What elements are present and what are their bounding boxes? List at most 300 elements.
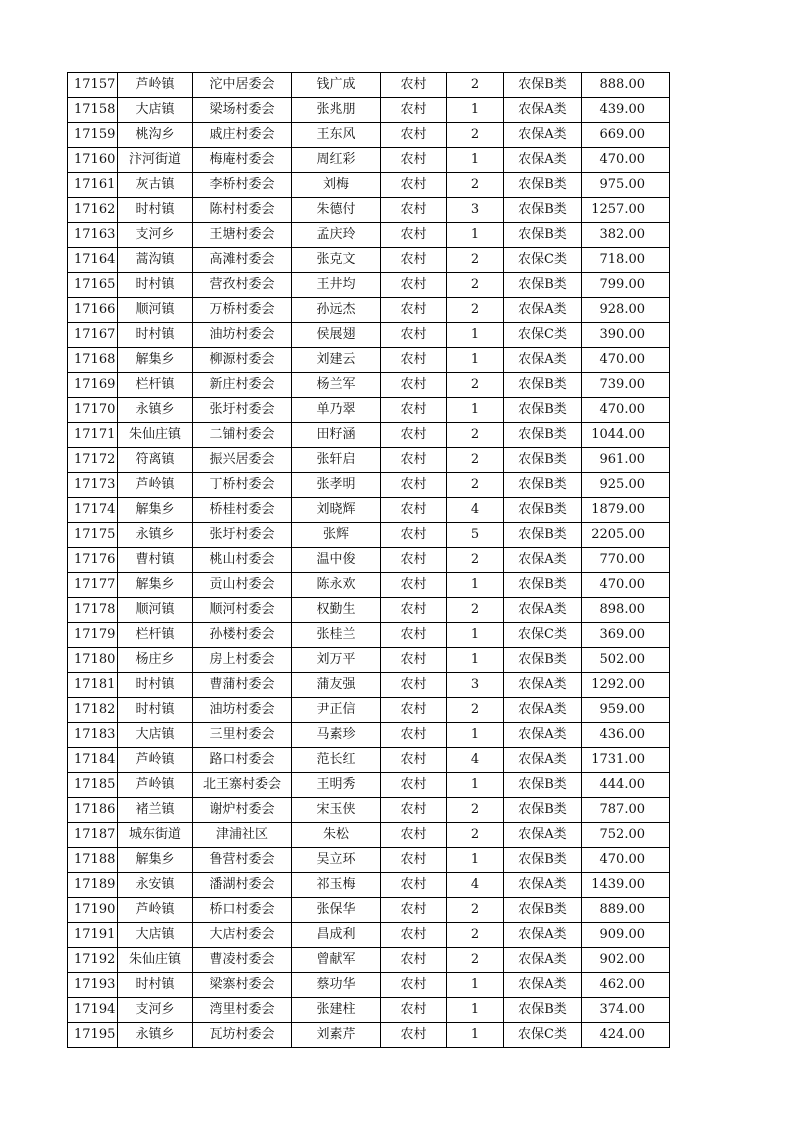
cell-name: 刘晓辉	[292, 498, 381, 523]
cell-household-type: 农村	[381, 898, 447, 923]
table-row	[68, 348, 670, 373]
cell-amount: 975.00	[582, 173, 670, 198]
cell-row-id: 17176	[68, 548, 118, 573]
cell-row-id: 17166	[68, 298, 118, 323]
cell-amount: 424.00	[582, 1023, 670, 1048]
cell-household-size: 2	[447, 298, 504, 323]
cell-household-type: 农村	[381, 548, 447, 573]
cell-village-committee: 王塘村委会	[193, 223, 292, 248]
cell-village-committee: 谢炉村委会	[193, 798, 292, 823]
table-row	[68, 723, 670, 748]
cell-household-type: 农村	[381, 748, 447, 773]
cell-insurance-category: 农保B类	[504, 998, 582, 1023]
cell-amount: 439.00	[582, 98, 670, 123]
cell-household-size: 4	[447, 873, 504, 898]
cell-row-id: 17170	[68, 398, 118, 423]
cell-amount: 752.00	[582, 823, 670, 848]
cell-row-id: 17159	[68, 123, 118, 148]
cell-township: 时村镇	[118, 198, 193, 223]
table-row	[68, 373, 670, 398]
cell-village-committee: 路口村委会	[193, 748, 292, 773]
cell-village-committee: 桥桂村委会	[193, 498, 292, 523]
cell-name: 权勤生	[292, 598, 381, 623]
cell-household-size: 1	[447, 148, 504, 173]
cell-household-type: 农村	[381, 598, 447, 623]
cell-township: 蒿沟镇	[118, 248, 193, 273]
cell-amount: 390.00	[582, 323, 670, 348]
table-row	[68, 973, 670, 998]
cell-household-size: 2	[447, 73, 504, 98]
cell-name: 朱德付	[292, 198, 381, 223]
cell-amount: 928.00	[582, 298, 670, 323]
cell-village-committee: 桥口村委会	[193, 898, 292, 923]
cell-amount: 888.00	[582, 73, 670, 98]
cell-village-committee: 贡山村委会	[193, 573, 292, 598]
cell-insurance-category: 农保B类	[504, 448, 582, 473]
cell-row-id: 17184	[68, 748, 118, 773]
cell-household-type: 农村	[381, 273, 447, 298]
cell-household-size: 2	[447, 248, 504, 273]
cell-household-size: 4	[447, 498, 504, 523]
cell-village-committee: 沱中居委会	[193, 73, 292, 98]
cell-row-id: 17157	[68, 73, 118, 98]
cell-village-committee: 曹凌村委会	[193, 948, 292, 973]
cell-township: 顺河镇	[118, 298, 193, 323]
cell-household-size: 2	[447, 823, 504, 848]
cell-insurance-category: 农保B类	[504, 173, 582, 198]
cell-village-committee: 梁场村委会	[193, 98, 292, 123]
cell-row-id: 17195	[68, 1023, 118, 1048]
cell-household-type: 农村	[381, 873, 447, 898]
cell-row-id: 17187	[68, 823, 118, 848]
cell-household-type: 农村	[381, 398, 447, 423]
cell-amount: 502.00	[582, 648, 670, 673]
cell-household-type: 农村	[381, 1023, 447, 1048]
cell-household-size: 2	[447, 473, 504, 498]
table-row	[68, 223, 670, 248]
cell-amount: 444.00	[582, 773, 670, 798]
cell-township: 时村镇	[118, 973, 193, 998]
cell-amount: 374.00	[582, 998, 670, 1023]
cell-insurance-category: 农保C类	[504, 623, 582, 648]
cell-row-id: 17160	[68, 148, 118, 173]
cell-household-size: 1	[447, 348, 504, 373]
cell-household-type: 农村	[381, 923, 447, 948]
cell-village-committee: 大店村委会	[193, 923, 292, 948]
cell-amount: 2205.00	[582, 523, 670, 548]
cell-row-id: 17164	[68, 248, 118, 273]
table-row	[68, 148, 670, 173]
table-row	[68, 273, 670, 298]
cell-township: 解集乡	[118, 848, 193, 873]
cell-insurance-category: 农保B类	[504, 848, 582, 873]
cell-household-type: 农村	[381, 198, 447, 223]
cell-household-size: 5	[447, 523, 504, 548]
cell-name: 蔡功华	[292, 973, 381, 998]
cell-row-id: 17186	[68, 798, 118, 823]
cell-township: 褚兰镇	[118, 798, 193, 823]
cell-household-size: 2	[447, 898, 504, 923]
cell-insurance-category: 农保A类	[504, 873, 582, 898]
cell-name: 曾献军	[292, 948, 381, 973]
cell-row-id: 17179	[68, 623, 118, 648]
cell-village-committee: 振兴居委会	[193, 448, 292, 473]
cell-household-type: 农村	[381, 848, 447, 873]
table-row	[68, 798, 670, 823]
cell-name: 王明秀	[292, 773, 381, 798]
cell-township: 大店镇	[118, 98, 193, 123]
table-row	[68, 573, 670, 598]
cell-name: 张保华	[292, 898, 381, 923]
cell-amount: 959.00	[582, 698, 670, 723]
cell-village-committee: 湾里村委会	[193, 998, 292, 1023]
cell-household-size: 1	[447, 573, 504, 598]
cell-name: 宋玉侠	[292, 798, 381, 823]
relief-roster-table	[67, 72, 670, 1048]
cell-insurance-category: 农保B类	[504, 273, 582, 298]
cell-township: 大店镇	[118, 923, 193, 948]
table-row	[68, 323, 670, 348]
cell-row-id: 17175	[68, 523, 118, 548]
table-row	[68, 848, 670, 873]
table-row	[68, 648, 670, 673]
table-row	[68, 73, 670, 98]
cell-name: 马素珍	[292, 723, 381, 748]
cell-name: 刘万平	[292, 648, 381, 673]
cell-village-committee: 张圩村委会	[193, 523, 292, 548]
cell-insurance-category: 农保B类	[504, 898, 582, 923]
cell-village-committee: 丁桥村委会	[193, 473, 292, 498]
table-row	[68, 898, 670, 923]
cell-household-size: 2	[447, 598, 504, 623]
cell-household-type: 农村	[381, 423, 447, 448]
cell-amount: 925.00	[582, 473, 670, 498]
cell-household-type: 农村	[381, 298, 447, 323]
cell-amount: 1257.00	[582, 198, 670, 223]
cell-amount: 909.00	[582, 923, 670, 948]
cell-household-size: 1	[447, 323, 504, 348]
cell-township: 芦岭镇	[118, 773, 193, 798]
cell-household-size: 1	[447, 723, 504, 748]
cell-row-id: 17183	[68, 723, 118, 748]
cell-amount: 382.00	[582, 223, 670, 248]
cell-insurance-category: 农保B类	[504, 223, 582, 248]
cell-township: 时村镇	[118, 673, 193, 698]
cell-household-size: 1	[447, 623, 504, 648]
cell-amount: 470.00	[582, 148, 670, 173]
cell-township: 朱仙庄镇	[118, 948, 193, 973]
cell-household-type: 农村	[381, 248, 447, 273]
cell-household-size: 1	[447, 98, 504, 123]
cell-village-committee: 李桥村委会	[193, 173, 292, 198]
table-body	[68, 73, 670, 1048]
cell-village-committee: 曹蒲村委会	[193, 673, 292, 698]
cell-amount: 902.00	[582, 948, 670, 973]
table-row	[68, 923, 670, 948]
cell-household-type: 农村	[381, 348, 447, 373]
cell-township: 解集乡	[118, 498, 193, 523]
cell-household-size: 2	[447, 173, 504, 198]
cell-household-type: 农村	[381, 123, 447, 148]
cell-household-size: 1	[447, 773, 504, 798]
cell-row-id: 17194	[68, 998, 118, 1023]
cell-village-committee: 顺河村委会	[193, 598, 292, 623]
cell-row-id: 17172	[68, 448, 118, 473]
cell-township: 汴河街道	[118, 148, 193, 173]
cell-insurance-category: 农保B类	[504, 498, 582, 523]
cell-household-size: 2	[447, 448, 504, 473]
cell-township: 符离镇	[118, 448, 193, 473]
cell-village-committee: 油坊村委会	[193, 698, 292, 723]
cell-insurance-category: 农保A类	[504, 923, 582, 948]
cell-household-size: 2	[447, 698, 504, 723]
cell-township: 解集乡	[118, 348, 193, 373]
cell-household-type: 农村	[381, 148, 447, 173]
cell-township: 杨庄乡	[118, 648, 193, 673]
cell-household-size: 4	[447, 748, 504, 773]
cell-insurance-category: 农保B类	[504, 398, 582, 423]
cell-township: 栏杆镇	[118, 623, 193, 648]
cell-name: 吴立环	[292, 848, 381, 873]
cell-row-id: 17185	[68, 773, 118, 798]
cell-row-id: 17191	[68, 923, 118, 948]
cell-township: 城东街道	[118, 823, 193, 848]
cell-village-committee: 瓦坊村委会	[193, 1023, 292, 1048]
cell-amount: 770.00	[582, 548, 670, 573]
cell-amount: 1292.00	[582, 673, 670, 698]
cell-insurance-category: 农保A类	[504, 598, 582, 623]
cell-insurance-category: 农保B类	[504, 523, 582, 548]
cell-amount: 669.00	[582, 123, 670, 148]
cell-insurance-category: 农保A类	[504, 748, 582, 773]
cell-household-size: 1	[447, 998, 504, 1023]
cell-household-type: 农村	[381, 498, 447, 523]
cell-village-committee: 戚庄村委会	[193, 123, 292, 148]
cell-name: 王东风	[292, 123, 381, 148]
cell-township: 桃沟乡	[118, 123, 193, 148]
cell-row-id: 17178	[68, 598, 118, 623]
cell-township: 永镇乡	[118, 398, 193, 423]
cell-name: 单乃翠	[292, 398, 381, 423]
cell-row-id: 17189	[68, 873, 118, 898]
cell-household-size: 1	[447, 223, 504, 248]
cell-insurance-category: 农保A类	[504, 973, 582, 998]
cell-township: 时村镇	[118, 698, 193, 723]
cell-row-id: 17169	[68, 373, 118, 398]
cell-name: 王井均	[292, 273, 381, 298]
cell-township: 时村镇	[118, 273, 193, 298]
table-row	[68, 598, 670, 623]
table-row	[68, 173, 670, 198]
cell-name: 刘建云	[292, 348, 381, 373]
cell-village-committee: 梁寨村委会	[193, 973, 292, 998]
cell-household-size: 2	[447, 948, 504, 973]
cell-name: 朱松	[292, 823, 381, 848]
cell-row-id: 17188	[68, 848, 118, 873]
cell-household-type: 农村	[381, 523, 447, 548]
cell-insurance-category: 农保A类	[504, 123, 582, 148]
cell-village-committee: 桃山村委会	[193, 548, 292, 573]
cell-insurance-category: 农保C类	[504, 1023, 582, 1048]
cell-name: 钱广成	[292, 73, 381, 98]
cell-name: 刘梅	[292, 173, 381, 198]
cell-name: 张孝明	[292, 473, 381, 498]
cell-village-committee: 北王寨村委会	[193, 773, 292, 798]
table-row	[68, 398, 670, 423]
cell-name: 张桂兰	[292, 623, 381, 648]
table-row	[68, 123, 670, 148]
cell-amount: 739.00	[582, 373, 670, 398]
cell-household-type: 农村	[381, 473, 447, 498]
cell-name: 孟庆玲	[292, 223, 381, 248]
cell-amount: 961.00	[582, 448, 670, 473]
cell-household-type: 农村	[381, 973, 447, 998]
cell-household-size: 1	[447, 398, 504, 423]
cell-township: 顺河镇	[118, 598, 193, 623]
cell-row-id: 17174	[68, 498, 118, 523]
cell-household-type: 农村	[381, 773, 447, 798]
table-row	[68, 623, 670, 648]
cell-row-id: 17173	[68, 473, 118, 498]
cell-insurance-category: 农保A类	[504, 698, 582, 723]
cell-village-committee: 潘湖村委会	[193, 873, 292, 898]
cell-amount: 1731.00	[582, 748, 670, 773]
cell-village-committee: 高滩村委会	[193, 248, 292, 273]
cell-household-type: 农村	[381, 823, 447, 848]
table-row	[68, 823, 670, 848]
cell-village-committee: 新庄村委会	[193, 373, 292, 398]
cell-household-type: 农村	[381, 98, 447, 123]
cell-household-type: 农村	[381, 948, 447, 973]
cell-household-size: 1	[447, 1023, 504, 1048]
cell-village-committee: 营孜村委会	[193, 273, 292, 298]
cell-amount: 369.00	[582, 623, 670, 648]
cell-insurance-category: 农保A类	[504, 948, 582, 973]
cell-row-id: 17190	[68, 898, 118, 923]
cell-amount: 718.00	[582, 248, 670, 273]
cell-row-id: 17162	[68, 198, 118, 223]
cell-village-committee: 孙楼村委会	[193, 623, 292, 648]
cell-insurance-category: 农保B类	[504, 648, 582, 673]
cell-insurance-category: 农保B类	[504, 798, 582, 823]
cell-amount: 470.00	[582, 848, 670, 873]
cell-household-size: 2	[447, 548, 504, 573]
cell-insurance-category: 农保C类	[504, 323, 582, 348]
cell-household-type: 农村	[381, 623, 447, 648]
cell-insurance-category: 农保A类	[504, 673, 582, 698]
cell-village-committee: 津浦社区	[193, 823, 292, 848]
cell-name: 张辉	[292, 523, 381, 548]
cell-household-type: 农村	[381, 323, 447, 348]
cell-household-size: 2	[447, 373, 504, 398]
table-row	[68, 548, 670, 573]
cell-insurance-category: 农保B类	[504, 773, 582, 798]
cell-row-id: 17182	[68, 698, 118, 723]
cell-township: 支河乡	[118, 998, 193, 1023]
cell-name: 张轩启	[292, 448, 381, 473]
cell-township: 曹村镇	[118, 548, 193, 573]
cell-row-id: 17193	[68, 973, 118, 998]
cell-insurance-category: 农保A类	[504, 548, 582, 573]
cell-insurance-category: 农保B类	[504, 573, 582, 598]
table-row	[68, 873, 670, 898]
cell-township: 栏杆镇	[118, 373, 193, 398]
cell-amount: 470.00	[582, 573, 670, 598]
cell-village-committee: 梅庵村委会	[193, 148, 292, 173]
cell-name: 田籽涵	[292, 423, 381, 448]
cell-row-id: 17177	[68, 573, 118, 598]
table-row	[68, 748, 670, 773]
cell-name: 尹正信	[292, 698, 381, 723]
cell-name: 张建柱	[292, 998, 381, 1023]
cell-household-size: 1	[447, 973, 504, 998]
cell-amount: 1044.00	[582, 423, 670, 448]
cell-household-size: 2	[447, 273, 504, 298]
cell-amount: 898.00	[582, 598, 670, 623]
cell-household-type: 农村	[381, 73, 447, 98]
table-row	[68, 448, 670, 473]
table-row	[68, 298, 670, 323]
table-row	[68, 698, 670, 723]
cell-amount: 787.00	[582, 798, 670, 823]
cell-amount: 436.00	[582, 723, 670, 748]
cell-village-committee: 二铺村委会	[193, 423, 292, 448]
cell-village-committee: 万桥村委会	[193, 298, 292, 323]
cell-amount: 889.00	[582, 898, 670, 923]
cell-household-type: 农村	[381, 173, 447, 198]
cell-name: 蒲友强	[292, 673, 381, 698]
cell-household-type: 农村	[381, 448, 447, 473]
cell-amount: 1879.00	[582, 498, 670, 523]
cell-township: 永镇乡	[118, 1023, 193, 1048]
table-row	[68, 948, 670, 973]
table-row	[68, 998, 670, 1023]
cell-township: 灰古镇	[118, 173, 193, 198]
cell-name: 温中俊	[292, 548, 381, 573]
cell-township: 永安镇	[118, 873, 193, 898]
cell-insurance-category: 农保B类	[504, 198, 582, 223]
cell-amount: 470.00	[582, 398, 670, 423]
cell-township: 芦岭镇	[118, 748, 193, 773]
cell-township: 朱仙庄镇	[118, 423, 193, 448]
cell-village-committee: 三里村委会	[193, 723, 292, 748]
cell-row-id: 17171	[68, 423, 118, 448]
cell-household-size: 2	[447, 923, 504, 948]
cell-row-id: 17168	[68, 348, 118, 373]
cell-name: 刘素芹	[292, 1023, 381, 1048]
table-row	[68, 248, 670, 273]
cell-insurance-category: 农保A类	[504, 148, 582, 173]
cell-row-id: 17167	[68, 323, 118, 348]
cell-amount: 470.00	[582, 348, 670, 373]
table-row	[68, 523, 670, 548]
cell-row-id: 17165	[68, 273, 118, 298]
cell-name: 范长红	[292, 748, 381, 773]
cell-village-committee: 油坊村委会	[193, 323, 292, 348]
cell-insurance-category: 农保B类	[504, 73, 582, 98]
cell-name: 张克文	[292, 248, 381, 273]
cell-name: 孙远杰	[292, 298, 381, 323]
cell-amount: 799.00	[582, 273, 670, 298]
cell-township: 解集乡	[118, 573, 193, 598]
cell-row-id: 17180	[68, 648, 118, 673]
cell-township: 芦岭镇	[118, 473, 193, 498]
cell-name: 昌成利	[292, 923, 381, 948]
cell-township: 时村镇	[118, 323, 193, 348]
table-row	[68, 473, 670, 498]
cell-insurance-category: 农保A类	[504, 723, 582, 748]
cell-amount: 462.00	[582, 973, 670, 998]
